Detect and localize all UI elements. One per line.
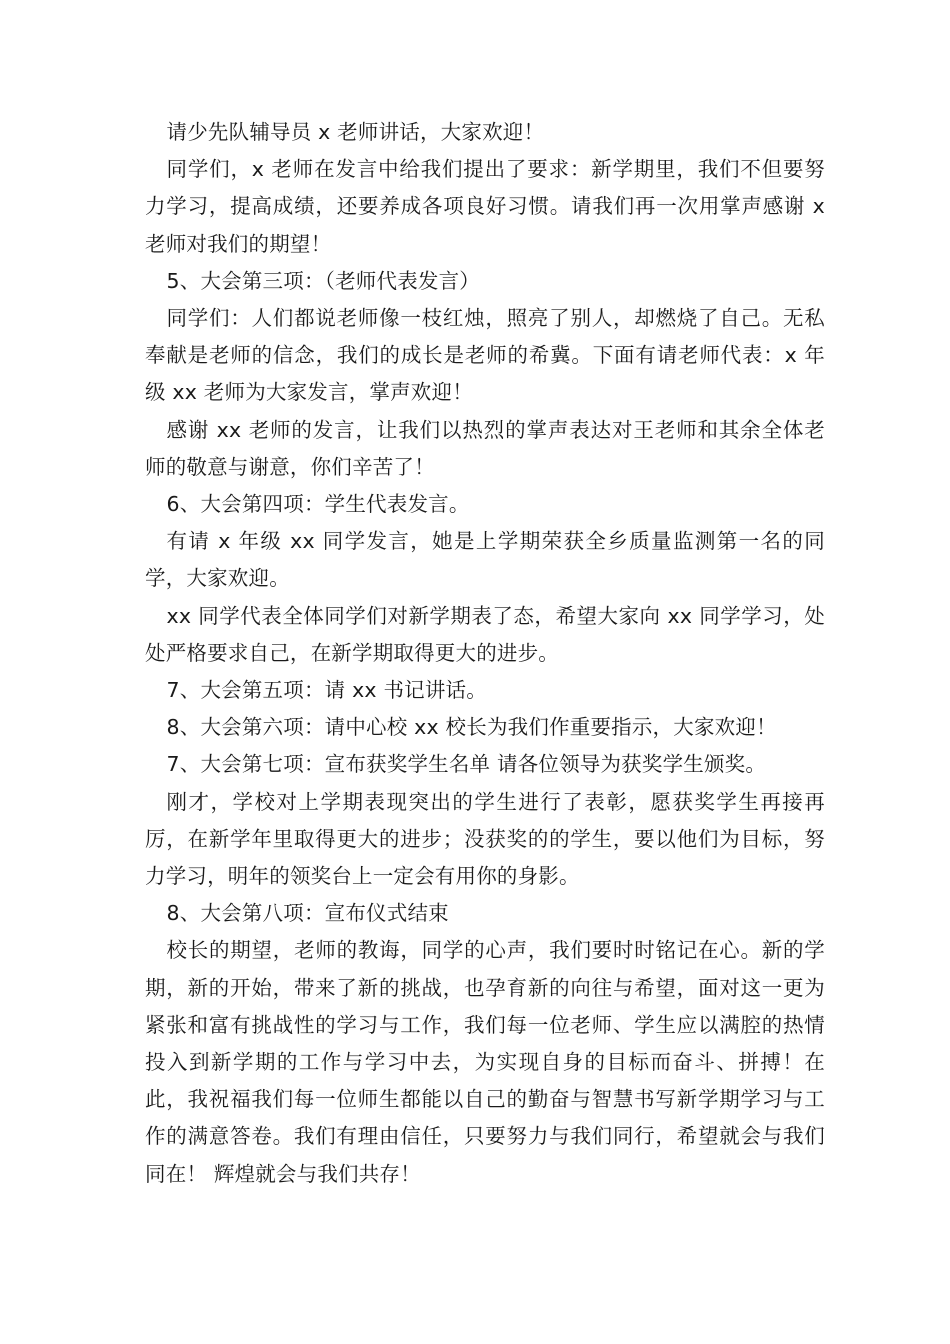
document-body [145, 114, 825, 1193]
paragraph-2: 同学们，x 老师在发言中给我们提出了要求：新学期里，我们不但要努力学习，提高成绩，还要养成各项良好习惯。请我们再一次用掌声感谢 x 老师对我们的期望！ [145, 157, 825, 256]
paragraph-10: 8、大会第六项：请中心校 xx 校长为我们作重要指示，大家欢迎！ [166, 715, 777, 740]
paragraph-3: 5、大会第三项：（老师代表发言） [166, 268, 481, 293]
paragraph-4: 同学们：人们都说老师像一枝红烛，照亮了别人，却燃烧了自己。无私奉献是老师的信念，我们的成长是老师的希冀。下面有请老师代表：x 年级 xx 老师为大家发言，掌声欢迎！ [145, 306, 825, 405]
paragraph-6: 6、大会第四项：学生代表发言。 [166, 492, 470, 517]
paragraph-14: 校长的期望，老师的教诲，同学的心声，我们要时时铭记在心。新的学期，新的开始，带来了新的挑战，也孕育新的向往与希望，面对这一更为紧张和富有挑战性的学习与工作，我们每一位老师、学生应以满腔的热情投入到新学期的工作与学习中去，为实现自身的目标而奋斗、拼搏！在此，我祝福我们每一位师生都能以自己的勤奋与智慧书写新学期学习与工作的满意答卷。我们有理由信任，只要努力与我们同行，希望就会与我们同在！ 辉煌就会与我们共存！ [145, 938, 825, 1186]
paragraph-8: xx 同学代表全体同学们对新学期表了态，希望大家向 xx 同学学习，处处严格要求自己，在新学期取得更大的进步。 [145, 603, 825, 665]
paragraph-9: 7、大会第五项：请 xx 书记讲话。 [166, 678, 487, 703]
paragraph-1: 请少先队辅导员 x 老师讲话，大家欢迎！ [166, 120, 545, 144]
paragraph-5: 感谢 xx 老师的发言，让我们以热烈的掌声表达对王老师和其余全体老师的敬意与谢意，你们辛苦了！ [145, 417, 825, 479]
paragraph-7: 有请 x 年级 xx 同学发言，她是上学期荣获全乡质量监测第一名的同学，大家欢迎。 [145, 529, 825, 591]
paragraph-13: 8、大会第八项：宣布仪式结束 [166, 901, 449, 926]
paragraph-12: 刚才，学校对上学期表现突出的学生进行了表彰，愿获奖学生再接再厉，在新学年里取得更大的进步；没获奖的的学生，要以他们为目标，努力学习，明年的领奖台上一定会有用你的身影。 [145, 789, 825, 889]
paragraph-11: 7、大会第七项：宣布获奖学生名单 请各位领导为获奖学生颁奖。 [166, 752, 767, 777]
